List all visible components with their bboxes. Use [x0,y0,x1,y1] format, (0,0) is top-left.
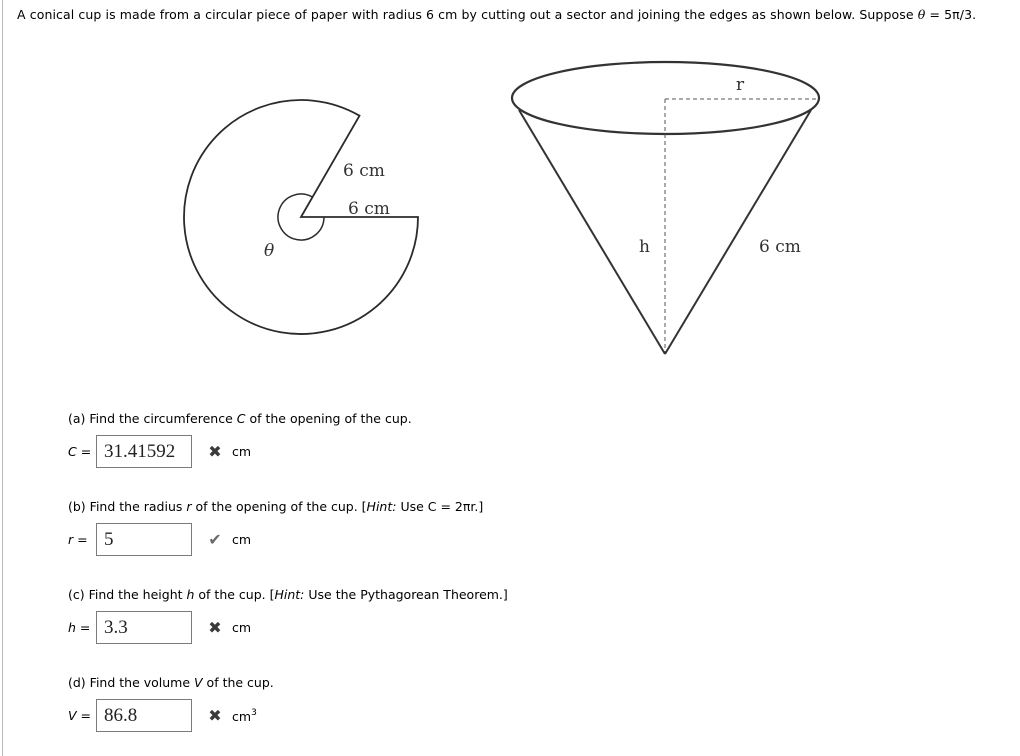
incorrect-x-icon: ✖ [208,706,222,725]
hint-text: Use C = 2πr.] [396,499,484,514]
question-var: V [194,675,203,690]
equals-sign: = [75,620,91,635]
volume-input[interactable] [96,699,192,732]
unit-text: cm [232,620,252,635]
answer-var-label [68,620,96,635]
hint-text: Use the Pythagorean Theorem.] [304,587,508,602]
part-a-question [68,411,412,426]
part-d-answer-row [68,697,257,734]
statement-value: = 5π/3. [925,7,977,22]
unit-label [232,708,257,724]
part-a-answer-row [68,433,251,470]
unit-text: cm [232,532,252,547]
part-c-answer-row [68,609,251,646]
correct-check-icon: ✔ [208,530,222,549]
var-name: V [68,708,77,723]
hint-label: Hint: [366,499,397,514]
theta-label: θ [264,241,275,261]
part-c-question [68,587,508,602]
sector-edge-label-2: 6 cm [348,199,390,219]
part-d-question [68,675,274,690]
question-text: (a) Find the circumference [68,411,237,426]
cone-slant-label: 6 cm [759,237,801,257]
question-text: of the opening of the cup. [ [191,499,367,514]
sector-edge-label-1: 6 cm [343,161,385,181]
statement-text: A conical cup is made from a circular piece of paper with radius 6 cm by cutting out a sector and joining the edges as shown below. Suppose [17,7,918,22]
var-name: h [68,620,76,635]
question-var: r [186,499,192,514]
question-text: of the opening of the cup. [245,411,412,426]
cone-figure [512,62,819,354]
unit-text: cm [232,444,252,459]
var-name: C [68,444,77,459]
answer-var-label [68,708,96,723]
unit-text: cm [232,708,252,724]
question-text: of the cup. [202,675,274,690]
circumference-input[interactable] [96,435,192,468]
hint-label: Hint: [274,587,305,602]
sector-figure [184,100,418,334]
question-text: (c) Find the height [68,587,187,602]
var-name: r [68,532,74,547]
equals-sign: = [73,532,88,547]
part-a [68,411,412,426]
question-text: of the cup. [ [194,587,275,602]
question-var: C [236,411,246,426]
equals-sign: = [76,444,92,459]
radius-input[interactable] [96,523,192,556]
equals-sign: = [76,708,92,723]
question-text: (b) Find the radius [68,499,187,514]
part-d [68,675,274,690]
unit-superscript: 3 [251,707,257,718]
cone-radius-label: r [736,75,745,95]
question-text: (d) Find the volume [68,675,195,690]
part-b-answer-row [68,521,251,558]
incorrect-x-icon: ✖ [208,618,222,637]
height-input[interactable] [96,611,192,644]
part-b [68,499,483,514]
part-b-question [68,499,483,514]
part-c [68,587,508,602]
unit-label [232,444,251,459]
question-var: h [186,587,195,602]
theta-symbol: θ [917,7,926,22]
unit-label [232,620,251,635]
incorrect-x-icon: ✖ [208,442,222,461]
unit-label [232,532,251,547]
answer-var-label [68,444,96,459]
answer-var-label [68,532,96,547]
cone-height-label: h [639,237,650,257]
